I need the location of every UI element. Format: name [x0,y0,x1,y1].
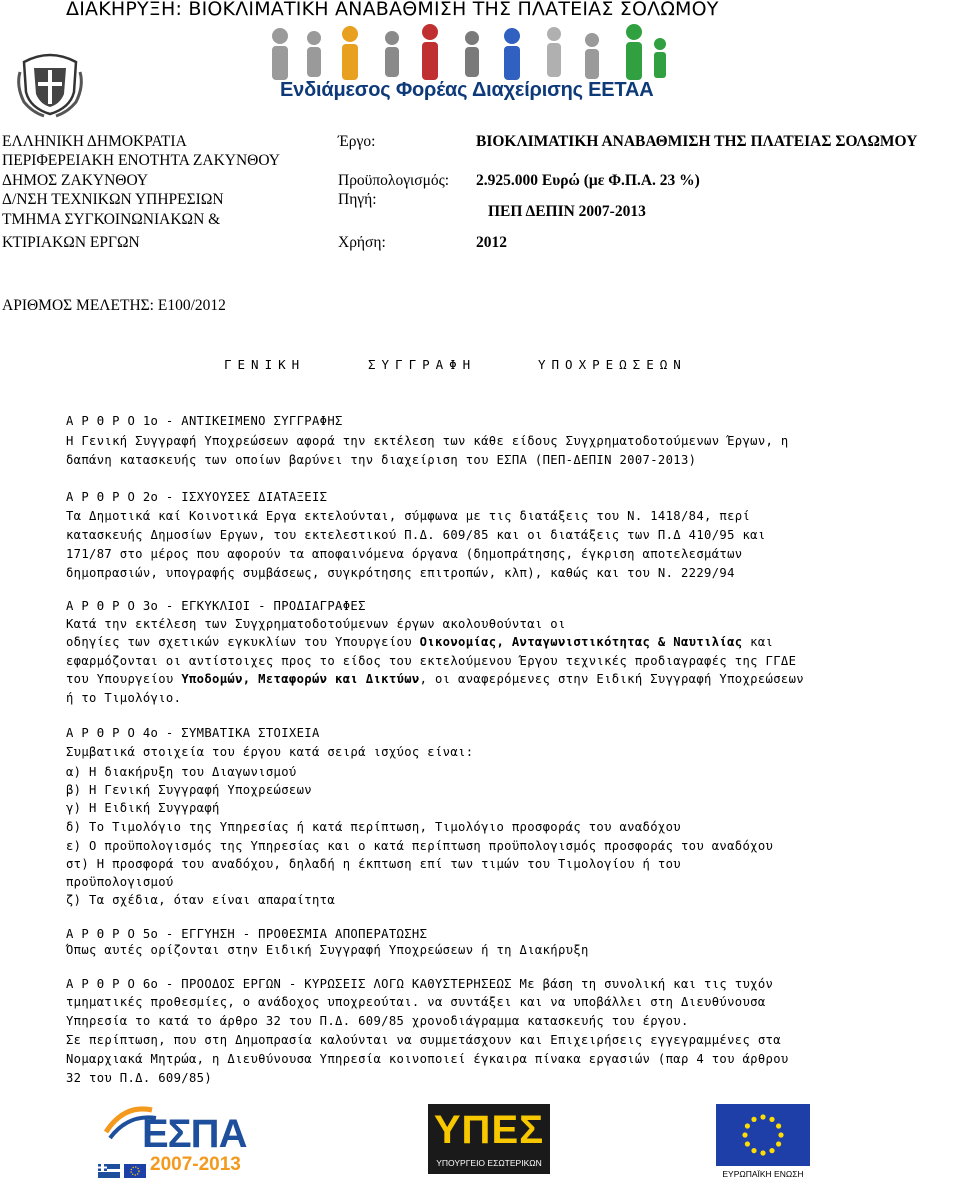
espa-years: 2007-2013 [150,1154,241,1175]
article-6-line: Νομαρχιακά Μητρώα, η Διευθύνουσα Υπηρεσία κοινοποιεί έγκαιρα πίνακα εργασιών (παρ 4 του άρθρου [66,1052,789,1066]
eu-text: ΕΥΡΩΠΑΪΚΗ ΕΝΩΣΗ [722,1169,804,1179]
article-4-item: ζ) Τα σχέδια, όταν είναι απαραίτητα [66,893,336,907]
ypes-text: ΥΠΕΣ [433,1108,545,1152]
article-5-title: Α Ρ Θ Ρ Ο 5ο - ΕΓΓΥΗΣΗ - ΠΡΟΘΕΣΜΙΑ ΑΠΟΠΕΡΑΤΩΣΗΣ [66,927,428,941]
article-5-line: Όπως αυτές ορίζονται στην Ειδική Συγγραφή Υποχρεώσεων ή τη Διακήρυξη [66,943,589,957]
eetaa-banner [262,22,672,112]
article-2-line: Τα Δημοτικά καί Κοινοτικά Εργα εκτελούνται, σύμφωνα με τις διατάξεις του Ν. 1418/84, περί [66,509,751,523]
article-6-line: Α Ρ Θ Ρ Ο 6ο - ΠΡΟΟΔΟΣ ΕΡΓΩΝ - ΚΥΡΩΣΕΙΣ ΛΟΓΩ ΚΑΘΥΣΤΕΡΗΣΕΩΣ Με βάση τη συνολική και τις τυχόν [66,977,774,991]
budget-value: 2.925.000 Ευρώ (με Φ.Π.Α. 23 %) [476,172,700,189]
article-1-line: Η Γενική Συγγραφή Υποχρεώσεων αφορά την εκτέλεση των κάθε είδους Συγχρηματοδοτούμενων Έργων, η [66,434,789,448]
article-2-line: κατασκευής Δημοσίων Εργων, του εκτελεστικού Π.Δ. 609/85 και οι διατάξεις των Π.Δ 410/95 και [66,528,766,542]
article-6-line: τμηματικές προθεσμίες, ο ανάδοχος υποχρεούται. να συντάξει και να υποβάλλει στη Διευθύνουσα [66,995,766,1009]
espa-logo [96,1102,246,1182]
source-label: Πηγή: [338,191,377,208]
article-4-item: γ) Η Ειδική Συγγραφή [66,801,220,815]
text-segment: , οι αναφερόμενες στην Ειδική Συγγραφή Υποχρεώσεων [419,672,804,686]
ministry-economy: Οικονομίας, Ανταγωνιστικότητας & Ναυτιλίας [419,635,743,649]
heading-word-general: ΓΕΝΙΚΗ [224,357,306,372]
header-left-line-1: ΕΛΛΗΝΙΚΗ ΔΗΜΟΚΡΑΤΙΑ [2,133,187,150]
article-1-title: Α Ρ Θ Ρ Ο 1ο - ΑΝΤΙΚΕΙΜΕΝΟ ΣΥΓΓΡΑΦΗΣ [66,414,343,428]
header-left-line-6: ΚΤΙΡΙΑΚΩΝ ΕΡΓΩΝ [2,234,140,251]
header-left-line-4: Δ/ΝΣΗ ΤΕΧΝΙΚΩΝ ΥΠΗΡΕΣΙΩΝ [2,191,224,208]
banner-text: Ενδιάμεσος Φορέας Διαχείρισης ΕΕΤΑΑ [280,79,654,101]
article-4-item: ε) Ο προϋπολογισμός της Υπηρεσίας και ο κατά περίπτωση προϋπολογισμός προσφοράς του αναδόχου [66,839,774,853]
heading-word-specification: ΣΥΓΓΡΑΦΗ [368,357,477,372]
espa-text: ΕΣΠΑ [142,1112,247,1156]
article-3-line: Κατά την εκτέλεση των Συγχρηματοδοτούμενων έργων ακολουθούνται οι [66,617,566,631]
ypes-subtitle: ΥΠΟΥΡΓΕΙΟ ΕΣΩΤΕΡΙΚΩΝ [436,1158,542,1168]
document-title: ΔΙΑΚΗΡΥΞΗ: ΒΙΟΚΛΙΜΑΤΙΚΗ ΑΝΑΒΑΘΜΙΣΗ ΤΗΣ ΠΛΑΤΕΙΑΣ ΣΟΛΩΜΟΥ [66,0,719,20]
year-label: Χρήση: [338,234,386,251]
header-left-line-2: ΠΕΡΙΦΕΡΕΙΑΚΗ ΕΝΟΤΗΤΑ ΖΑΚΥΝΘΟΥ [2,152,280,169]
text-segment: του Υπουργείου [66,672,182,686]
greek-coat-of-arms-icon [14,52,86,118]
text-segment: και [742,635,774,649]
heading-word-obligations: ΥΠΟΧΡΕΩΣΕΩΝ [538,357,687,372]
ypes-logo [428,1104,550,1174]
article-3-line [66,670,804,689]
project-value: ΒΙΟΚΛΙΜΑΤΙΚΗ ΑΝΑΒΑΘΜΙΣΗ ΤΗΣ ΠΛΑΤΕΙΑΣ ΣΟΛΩΜΟΥ [476,133,918,150]
article-4-item: στ) Η προσφορά του αναδόχου, δηλαδή η έκπτωση επί των τιμών του Τιμολογίου ή του [66,857,681,871]
article-2-line: 171/87 στο μέρος που αφορούν τα αποφαινόμενα όργανα (δημοπράτησης, έγκριση αποτελεσμάτων [66,547,743,561]
study-number: ΑΡΙΘΜΟΣ ΜΕΛΕΤΗΣ: Ε100/2012 [2,297,226,314]
article-4-line: Συμβατικά στοιχεία του έργου κατά σειρά ισχύος είναι: [66,745,474,759]
article-4-title: Α Ρ Θ Ρ Ο 4ο - ΣΥΜΒΑΤΙΚΑ ΣΤΟΙΧΕΙΑ [66,726,320,740]
article-3-title: Α Ρ Θ Ρ Ο 3ο - ΕΓΚΥΚΛΙΟΙ - ΠΡΟΔΙΑΓΡΑΦΕΣ [66,599,366,613]
article-4-item: β) Η Γενική Συγγραφή Υποχρεώσεων [66,783,312,797]
article-4-item: προϋπολογισμού [66,875,174,889]
eu-flag-logo [716,1104,810,1182]
year-value: 2012 [476,234,507,251]
ministry-infrastructure: Υποδομών, Μεταφορών και Δικτύων [181,672,420,686]
article-2-line: δημοπρασιών, υπογραφής συμβάσεως, συγκρότησης επιτροπών, κλπ), καθώς και του Ν. 2229/94 [66,566,735,580]
article-3-line: ή το Τιμολόγιο. [66,691,182,705]
header-left-line-3: ΔΗΜΟΣ ΖΑΚΥΝΘΟΥ [2,172,149,189]
text-segment: οδηγίες των σχετικών εγκυκλίων του Υπουργείου [66,635,420,649]
source-value: ΠΕΠ ΔΕΠΙΝ 2007-2013 [488,203,646,220]
project-label: Έργο: [338,133,376,150]
article-2-title: Α Ρ Θ Ρ Ο 2ο - ΙΣΧΥΟΥΣΕΣ ΔΙΑΤΑΞΕΙΣ [66,490,328,504]
article-6-line: Υπηρεσία το κατά το άρθρο 32 του Π.Δ. 609/85 χρονοδιάγραμμα κατασκευής του έργου. [66,1014,689,1028]
article-3-line: εφαρμόζονται οι αντίστοιχες προς το είδος του εκτελούμενου Έργου τεχνικές προδιαγραφές της ΓΓΔΕ [66,654,797,668]
article-4-item: δ) Το Τιμολόγιο της Υπηρεσίας ή κατά περίπτωση, Τιμολόγιο προσφοράς του αναδόχου [66,820,681,834]
budget-label: Προϋπολογισμός: [338,172,450,189]
article-6-line: Σε περίπτωση, που στη Δημοπρασία καλούνται να συμμετάσχουν και Επιχειρήσεις εγγεγραμμένες στα [66,1033,781,1047]
header-left-line-5: ΤΜΗΜΑ ΣΥΓΚΟΙΝΩΝΙΑΚΩΝ & [2,211,221,228]
article-6-line: 32 του Π.Δ. 609/85) [66,1071,213,1085]
article-4-item: α) Η διακήρυξη του Διαγωνισμού [66,765,297,779]
article-1-line: δαπάνη κατασκευής των οποίων βαρύνει την διαχείριση του ΕΣΠΑ (ΠΕΠ-ΔΕΠΙΝ 2007-2013) [66,453,697,467]
article-3-line [66,633,773,652]
